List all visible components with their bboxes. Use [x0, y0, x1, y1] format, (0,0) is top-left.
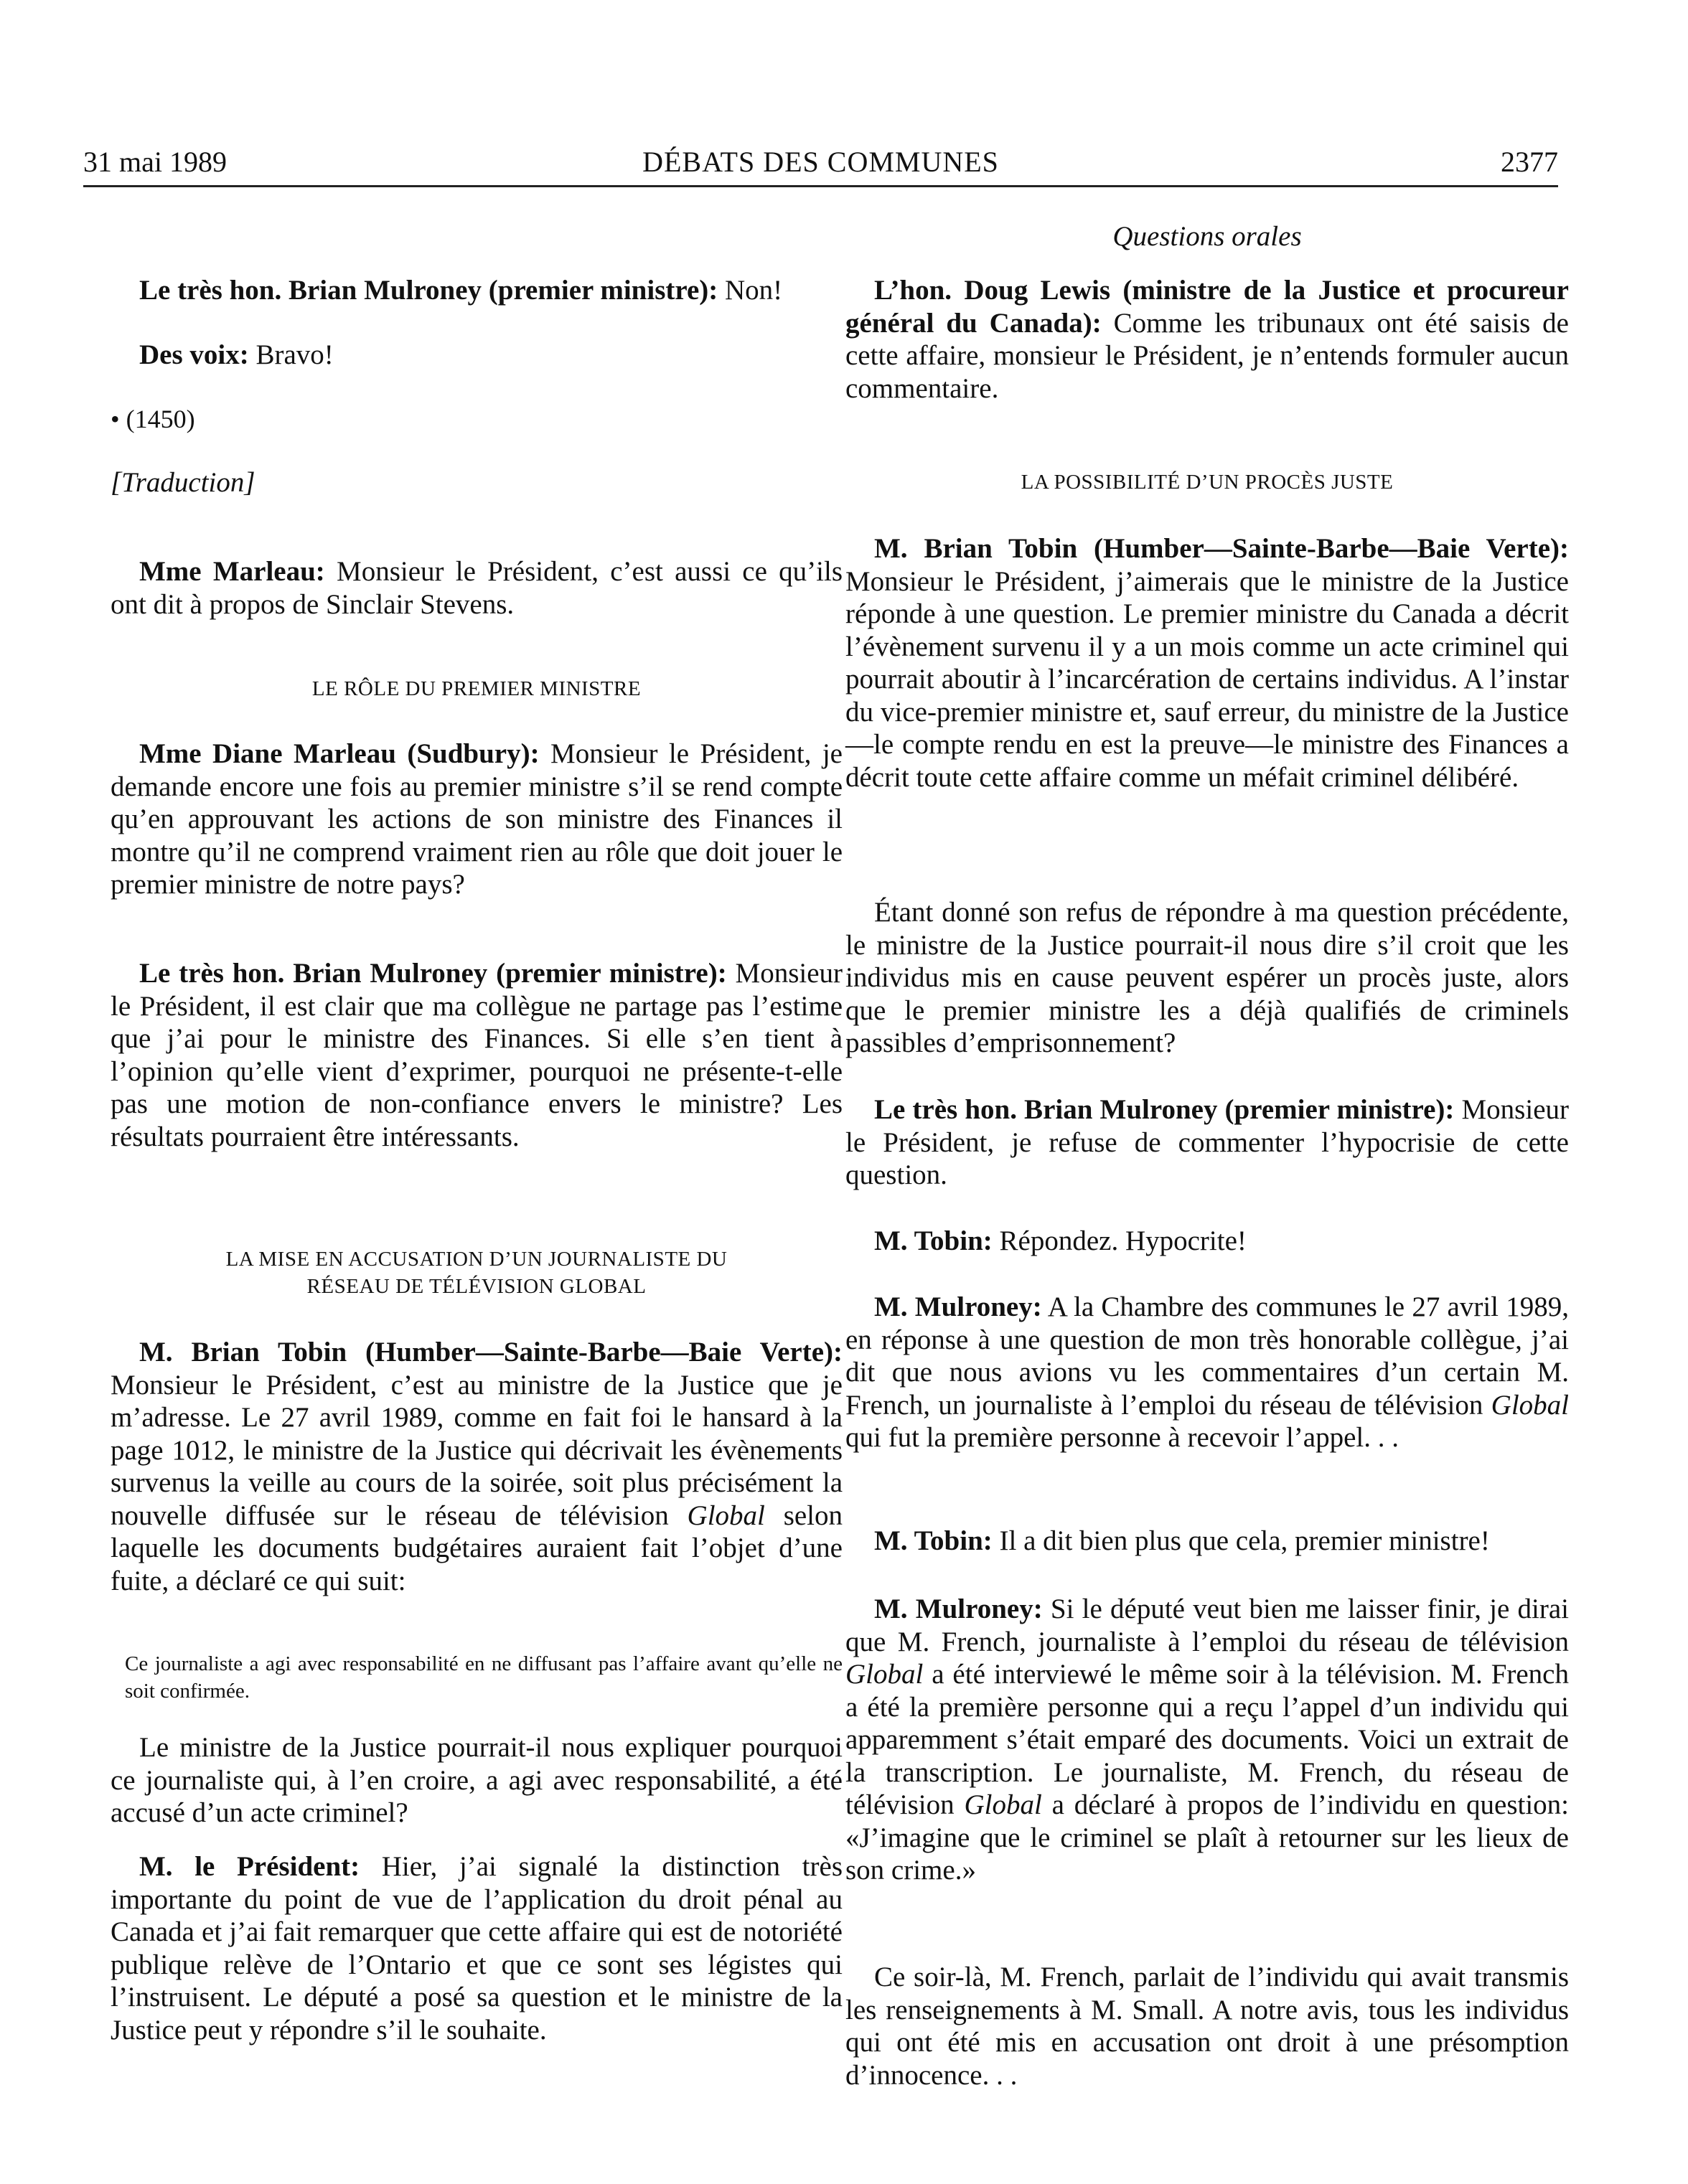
speech-text: Bravo! [255, 339, 334, 370]
speaker-name: Mme Marleau: [139, 556, 325, 587]
network-name: Global [845, 1659, 924, 1690]
speech-text: a été interviewé le même soir à la télévision. M. French a été la première personne qui a reçu l’appel d’un individu qui apparemment s’était emparé des documents. Voici un extrait de la transcription. Le journaliste, M. French, du réseau de télévision [845, 1659, 1569, 1820]
paragraph [111, 555, 843, 621]
speech-text: qui fut la première personne à recevoir l’appel. . . [845, 1422, 1399, 1453]
speech-text: A la Chambre des communes le 27 avril 1989, en réponse à une question de mon très honorable collègue, j’ai dit que nous avions vu les commentaires d’un certain M. French, un journaliste à l’emploi du réseau de télévision [845, 1291, 1569, 1421]
speaker-name: Des voix: [139, 339, 249, 370]
speech-text: Monsieur le Président, je refuse de commenter l’hypocrisie de cette question. [845, 1094, 1569, 1190]
header-page-number: 2377 [1501, 146, 1558, 178]
paragraph [111, 957, 843, 1153]
speech-text: Comme les tribunaux ont été saisis de cette affaire, monsieur le Président, je n’entends formuler aucun commentaire. [845, 307, 1569, 404]
section-heading: LE RÔLE DU PREMIER MINISTRE [311, 677, 642, 700]
speech-text: selon laquelle les documents budgétaires auraient fait l’objet d’une fuite, a déclaré ce qui suit: [111, 1500, 843, 1596]
block-quote: Ce journaliste a agi avec responsabilité en ne diffusant pas l’affaire avant qu’elle ne soit confirmée. [125, 1652, 843, 1703]
paragraph [111, 1336, 843, 1597]
header-title: DÉBATS DES COMMUNES [642, 146, 999, 178]
speaker-name: Le très hon. Brian Mulroney (premier ministre): [874, 1094, 1455, 1125]
speech-text: Monsieur le Président, c’est aussi ce qu’ils ont dit à propos de Sinclair Stevens. [111, 556, 843, 620]
speaker-name: Mme Diane Marleau (Sudbury): [139, 738, 540, 769]
speaker-name: Le très hon. Brian Mulroney (premier ministre): [139, 275, 718, 306]
speech-text: Répondez. Hypocrite! [999, 1225, 1247, 1256]
section-heading [111, 1246, 843, 1300]
speaker-name: M. le Président: [139, 1851, 360, 1882]
paragraph [111, 1850, 843, 2046]
paragraph [845, 1525, 1569, 1558]
speech-text: Si le député veut bien me laisser finir, je dirai que M. French, journaliste à l’emploi du réseau de télévision [845, 1594, 1569, 1657]
speech-text: Monsieur le Président, je demande encore une fois au premier ministre s’il se rend compte qu’en approuvant les actions de son ministre des Finances il montre qu’il ne comprend vraiment rien au rôle que doit jouer le premier ministre de notre pays? [111, 738, 843, 900]
heading-line: RÉSEAU DE TÉLÉVISION GLOBAL [306, 1275, 647, 1298]
translation-note: [Traduction] [111, 467, 255, 498]
paragraph [111, 274, 843, 307]
paragraph [111, 339, 843, 372]
heading-line: LA MISE EN ACCUSATION D’UN JOURNALISTE DU [225, 1248, 728, 1271]
speech-text: Il a dit bien plus que cela, premier ministre! [999, 1525, 1490, 1556]
speech-text: Hier, j’ai signalé la distinction très importante du point de vue de l’application du droit pénal au Canada et j’ai fait remarquer que cette affaire qui est de notoriété publique relève de l’Ontario et que ce sont ses légistes qui l’instruisent. Le député a posé sa question et le ministre de la Justice peut y répondre s’il le souhaite. [111, 1851, 843, 2046]
timestamp: • (1450) [111, 405, 195, 433]
paragraph [845, 532, 1569, 794]
paragraph [845, 1093, 1569, 1192]
network-name: Global [1491, 1389, 1570, 1421]
speech-text: Monsieur le Président, c’est au ministre de la Justice que je m’adresse. Le 27 avril 1989, comme en fait foi le hansard à la page 1012, le ministre de la Justice qui décrivait les évènements survenus la veille au cours de la soirée, soit plus précisément la nouvelle diffusée sur le réseau de télévision [111, 1369, 843, 1531]
paragraph: Le ministre de la Justice pourrait-il nous expliquer pourquoi ce journaliste qui, à l’en croire, a agi avec responsabilité, a été accusé d’un acte criminel? [111, 1732, 843, 1828]
page-header [83, 141, 1558, 187]
section-heading: LA POSSIBILITÉ D’UN PROCÈS JUSTE [1021, 471, 1394, 494]
header-date: 31 mai 1989 [83, 146, 227, 178]
speaker-name: M. Mulroney: [874, 1291, 1042, 1322]
speech-text: Non! [725, 275, 783, 306]
paragraph [845, 1225, 1569, 1258]
paragraph [845, 1291, 1569, 1454]
speaker-name: M. Mulroney: [874, 1594, 1043, 1624]
speaker-name: M. Brian Tobin (Humber—Sainte-Barbe—Baie Verte): [874, 533, 1569, 564]
paragraph [845, 1593, 1569, 1887]
speech-text: Monsieur le Président, j’aimerais que le ministre de la Justice réponde à une question. Le premier ministre du Canada a décrit l’évènement survenu il y a un mois comme un acte criminel qui pourrait aboutir à l’incarcération de certains individus. A l’instar du vice-premier ministre et, sauf erreur, du ministre de la Justice—le compte rendu en est la preuve—le ministre des Finances a décrit toute cette affaire comme un méfait criminel délibéré. [845, 565, 1569, 793]
speech-text: Monsieur le Président, il est clair que ma collègue ne partage pas l’estime que j’ai pour le ministre des Finances. Si elle s’en tient à l’opinion qu’elle vient d’exprimer, pourquoi ne présente-t-elle pas une motion de non-confiance envers le ministre? Les résultats pourraient être intéressants. [111, 958, 843, 1152]
speech-text: a déclaré à propos de l’individu en question: «J’imagine que le criminel se plaît à retourner sur les lieux de son crime.» [845, 1789, 1570, 1886]
paragraph: Ce soir-là, M. French, parlait de l’individu qui avait transmis les renseignements à M. Small. A notre avis, tous les individus qui ont été mis en accusation ont droit à une présomption d’innocence. . . [845, 1962, 1569, 2091]
network-name: Global [687, 1500, 765, 1531]
paragraph: Étant donné son refus de répondre à ma question précédente, le ministre de la Justice pourrait-il nous dire s’il croit que les individus mis en cause peuvent espérer un procès juste, alors que le premier ministre les a déjà qualifiés de criminels passibles d’emprisonnement? [845, 897, 1569, 1058]
speaker-name: L’hon. Doug Lewis (ministre de la Justice et procureur général du Canada): [845, 275, 1569, 339]
speaker-name: M. Tobin: [874, 1525, 993, 1556]
speaker-name: M. Brian Tobin (Humber—Sainte-Barbe—Baie Verte): [139, 1337, 843, 1368]
speaker-name: Le très hon. Brian Mulroney (premier ministre): [139, 958, 727, 989]
section-title: Questions orales [1112, 221, 1302, 252]
network-name: Global [964, 1789, 1042, 1820]
speaker-name: M. Tobin: [874, 1225, 993, 1256]
paragraph [845, 274, 1569, 405]
paragraph [111, 738, 843, 901]
